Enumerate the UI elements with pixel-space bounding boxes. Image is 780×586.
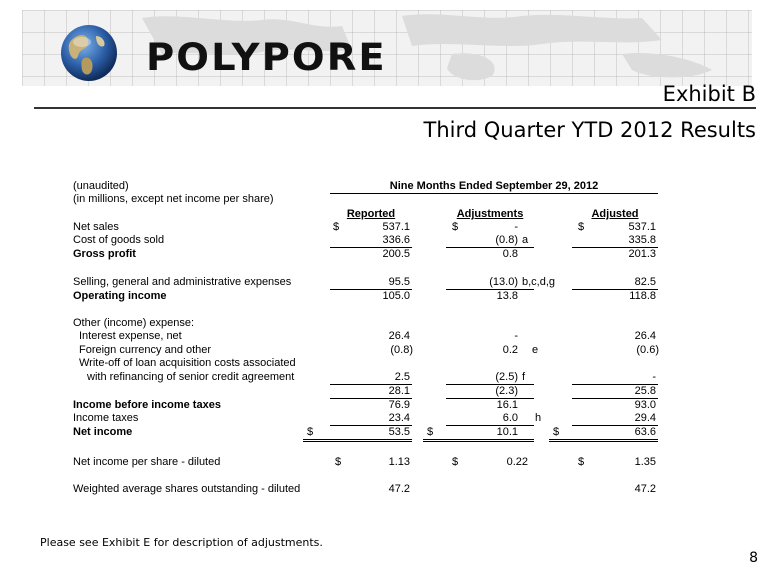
total-double-rule [549,439,658,442]
adjusted-value: 25.8 [634,385,656,397]
currency-symbol: $ [452,456,459,468]
adjusted-value: 201.3 [628,248,656,260]
col-header-adjustments: Adjustments [456,208,524,220]
adjusted-value: 1.35 [634,456,656,468]
reported-value: 200.5 [382,248,410,260]
adjustment-value: 0.2 [502,344,518,356]
row-label: Net sales [73,221,119,233]
adjustment-value: - [514,330,518,342]
row-label: Net income [73,426,133,438]
period-header: Nine Months Ended September 29, 2012 [389,180,599,192]
polypore-logo: POLYPORE [146,36,387,79]
reported-value: 53.5 [388,426,410,438]
reported-value: 23.4 [388,412,410,424]
adjusted-value: 93.0 [634,399,656,411]
units-label: (in millions, except net income per share) [73,193,274,205]
currency-symbol: $ [333,221,340,233]
adjustment-note: b,c,d,g [522,276,556,288]
row-label: Gross profit [73,248,136,260]
reported-value: 47.2 [388,483,410,495]
currency-symbol: $ [578,456,585,468]
row-label: Weighted average shares outstanding - diluted [73,483,301,495]
adjusted-value: 26.4 [634,330,656,342]
reported-value: 336.6 [382,234,410,246]
reported-value: 105.0 [382,290,410,302]
currency-symbol: $ [452,221,459,233]
currency-symbol: $ [427,426,434,438]
adjustment-value: (2.3) [495,385,518,397]
unaudited-label: (unaudited) [73,180,129,192]
adjustment-value: 6.0 [502,412,518,424]
row-label: Interest expense, net [79,330,182,342]
reported-value: 76.9 [388,399,410,411]
adjusted-value: 537.1 [628,221,656,233]
adjusted-value: (0.6) [636,344,659,356]
row-label: Selling, general and administrative expenses [73,276,292,288]
row-label: Write-off of loan acquisition costs associated [79,357,296,369]
adjustment-note: f [522,371,526,383]
adjustment-value: 13.8 [496,290,518,302]
row-label: Income taxes [73,412,139,424]
adjustment-value: - [514,221,518,233]
header-divider [34,107,756,109]
reported-value: 95.5 [388,276,410,288]
header-banner [22,10,752,86]
row-label: Cost of goods sold [73,234,165,246]
currency-symbol: $ [578,221,585,233]
col-header-reported: Reported [346,208,396,220]
row-label: Other (income) expense: [73,317,195,329]
page-subtitle: Third Quarter YTD 2012 Results [423,118,756,142]
adjusted-value: 335.8 [628,234,656,246]
currency-symbol: $ [307,426,314,438]
period-underline [330,193,658,194]
adjustment-note: h [535,412,542,424]
adjusted-value: 118.8 [629,290,656,302]
adjustment-value: (0.8) [495,234,518,246]
row-label: Net income per share - diluted [73,456,221,468]
adjusted-value: 47.2 [634,483,656,495]
col-header-adjusted: Adjusted [591,208,639,220]
total-double-rule [423,439,534,442]
adjustment-value: 0.22 [506,456,528,468]
globe-logo-icon [60,24,118,82]
reported-value: 537.1 [382,221,410,233]
reported-value: 28.1 [388,385,410,397]
adjustment-value: 10.1 [496,426,518,438]
currency-symbol: $ [335,456,342,468]
reported-value: 1.13 [388,456,410,468]
exhibit-label: Exhibit B [662,82,756,106]
world-map-background [22,10,752,86]
adjusted-value: - [652,371,656,383]
reported-value: (0.8) [390,344,413,356]
footnote: Please see Exhibit E for description of adjustments. [40,536,323,549]
adjustment-value: (2.5) [495,371,518,383]
row-label: Income before income taxes [73,399,221,411]
reported-value: 26.4 [388,330,410,342]
row-label: with refinancing of senior credit agreement [87,371,295,383]
total-double-rule [303,439,412,442]
adjustment-value: (13.0) [489,276,518,288]
reported-value: 2.5 [394,371,410,383]
adjustment-note: a [522,234,529,246]
adjusted-value: 29.4 [634,412,656,424]
row-label: Operating income [73,290,167,302]
adjustment-value: 16.1 [496,399,518,411]
adjustment-value: 0.8 [502,248,518,260]
row-label: Foreign currency and other [79,344,212,356]
adjusted-value: 63.6 [634,426,656,438]
adjustment-note: e [532,344,539,356]
adjusted-value: 82.5 [634,276,656,288]
currency-symbol: $ [553,426,560,438]
page-number: 8 [749,550,758,566]
